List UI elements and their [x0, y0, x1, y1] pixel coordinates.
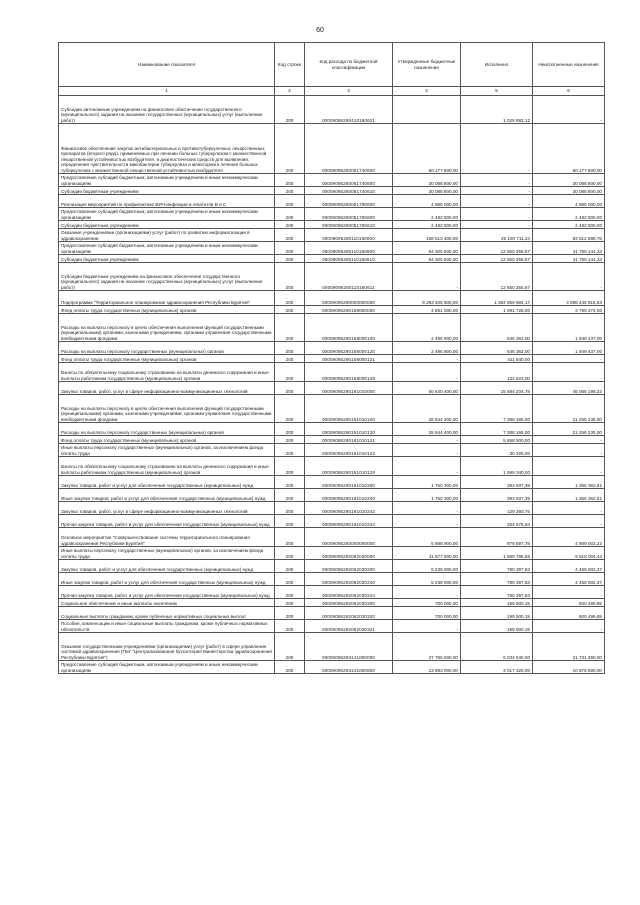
row-approved-cell: - [393, 457, 461, 476]
row-name-cell: Взносы по обязательному социальному страхованию на выплаты денежного содержания и иные выплаты работникам государственных (муниципальных) органов [59, 363, 275, 382]
row-executed-cell: - [461, 187, 533, 195]
table-row [59, 457, 605, 476]
row-approved-cell: 11 577 800,00 [393, 547, 461, 560]
row-name-cell: Фонд оплаты труда государственных (муниципальных) органов [59, 355, 275, 363]
table-row [59, 382, 605, 395]
row-unexecuted-cell: - [533, 515, 605, 528]
table-header-row [59, 43, 605, 87]
row-approved-cell: 60 640 400,00 [393, 382, 461, 395]
table-row [59, 221, 605, 229]
row-line-code-cell: 200 [275, 586, 305, 599]
row-budget-code-cell: 00009095280051790600 [305, 195, 393, 208]
row-approved-cell: 2 495 800,00 [393, 342, 461, 355]
row-executed-cell: 199 500,15 [461, 599, 533, 607]
row-unexecuted-cell: 4 458 502,37 [533, 573, 605, 586]
row-executed-cell: 7 388 165,00 [461, 395, 533, 423]
table-row [59, 515, 605, 528]
row-executed-cell: - [461, 195, 533, 208]
row-unexecuted-cell: 3 799 274,00 [533, 306, 605, 314]
table-row [59, 560, 605, 573]
row-name-cell: Пособия, компенсации и иные социальные выплаты гражданам, кроме публичных нормативных обязательств [59, 620, 275, 633]
row-approved-cell: 30 088 800,00 [393, 174, 461, 187]
row-approved-cell: 6 283 405 500,00 [393, 291, 461, 306]
table-row [59, 599, 605, 607]
column-number: 1 [59, 87, 275, 96]
row-name-cell: Социальные выплаты гражданам, кроме публичных нормативных социальных выплат [59, 607, 275, 620]
row-approved-cell: 2 482 500,00 [393, 208, 461, 221]
row-line-code-cell: 200 [275, 291, 305, 306]
row-line-code-cell: 200 [275, 633, 305, 661]
row-name-cell: Фонд оплаты труда государственных (муниципальных) органов [59, 306, 275, 314]
row-line-code-cell: 200 [275, 221, 305, 229]
table-row [59, 661, 605, 674]
row-executed-cell: 546 363,00 [461, 342, 533, 355]
row-unexecuted-cell: 1 949 437,00 [533, 342, 605, 355]
row-unexecuted-cell: - [533, 502, 605, 515]
row-approved-cell: 54 306 500,00 [393, 255, 461, 263]
row-name-cell: Реализация мероприятий по профилактике ВИЧ-инфекции и гепатитов В и С [59, 195, 275, 208]
row-approved-cell: - [393, 586, 461, 599]
row-line-code-cell: 200 [275, 547, 305, 560]
row-approved-cell: 28 644 400,00 [393, 423, 461, 436]
row-name-cell: Субсидии автономным учреждениям на финансовое обеспечение государственного (муниципального) задания на оказание государственных (муниципальных) услуг (выполнение работ) [59, 96, 275, 124]
row-line-code-cell: 200 [275, 306, 305, 314]
row-line-code-cell: 200 [275, 342, 305, 355]
row-executed-cell: - [461, 221, 533, 229]
table-row [59, 607, 605, 620]
row-executed-cell: 134 523,00 [461, 363, 533, 382]
row-unexecuted-cell: - [533, 620, 605, 633]
row-approved-cell: - [393, 263, 461, 291]
row-executed-cell: 1 091 726,00 [461, 306, 533, 314]
row-unexecuted-cell: 21 256 235,00 [533, 395, 605, 423]
row-unexecuted-cell: 1 356 362,61 [533, 489, 605, 502]
row-name-cell: Предоставление субсидий бюджетным, автономным учреждениям и иным некоммерческим организациям [59, 661, 275, 674]
row-unexecuted-cell: 45 056 195,22 [533, 382, 605, 395]
table-row [59, 355, 605, 363]
row-executed-cell: 264 676,64 [461, 515, 533, 528]
row-line-code-cell: 200 [275, 314, 305, 342]
budget-execution-table [58, 42, 605, 674]
row-approved-cell: - [393, 515, 461, 528]
table-row [59, 187, 605, 195]
row-name-cell: Расходы на выплаты персоналу в целях обеспечения выполнения функций государственными (муниципальными) органами, казенными учреждениями, органами управления государственными внебюджетными фондами [59, 314, 275, 342]
row-executed-cell: 780 397,63 [461, 560, 533, 573]
row-name-cell: Иные закупки товаров, работ и услуг для обеспечения государственных (муниципальных) нужд [59, 489, 275, 502]
row-line-code-cell: 200 [275, 599, 305, 607]
row-line-code-cell: 200 [275, 560, 305, 573]
table-row [59, 620, 605, 633]
row-approved-cell: 1 750 300,00 [393, 489, 461, 502]
row-executed-cell: 30 325,00 [461, 444, 533, 457]
table-row [59, 489, 605, 502]
table-row [59, 363, 605, 382]
row-line-code-cell: 200 [275, 620, 305, 633]
row-executed-cell: 1 384 959 684,17 [461, 291, 533, 306]
row-line-code-cell: 200 [275, 489, 305, 502]
column-number: 6 [533, 87, 605, 96]
header-executed: Исполнено [461, 43, 533, 87]
header-name: Наименование показателя [59, 43, 275, 87]
row-name-cell: Оказание учреждениями (организациями) услуг (работ) по развитию информатизации в здравоохранении [59, 229, 275, 242]
row-budget-code-cell: 00009095293141000000 [305, 633, 393, 661]
row-executed-cell: 12 550 355,67 [461, 255, 533, 263]
row-line-code-cell: 200 [275, 242, 305, 255]
header-budget-code: Код расхода по бюджетной классификации [305, 43, 393, 87]
row-name-cell: Закупка товаров, работ, услуг в сфере информационно-коммуникационных технологий [59, 502, 275, 515]
row-approved-cell: 54 306 500,00 [393, 242, 461, 255]
row-budget-code-cell: 00009095290191010244 [305, 515, 393, 528]
row-line-code-cell: 200 [275, 124, 305, 174]
row-executed-cell: 1 029 882,12 [461, 96, 533, 124]
row-unexecuted-cell: 30 088 800,00 [533, 187, 605, 195]
row-approved-cell: - [393, 363, 461, 382]
row-unexecuted-cell: - [533, 355, 605, 363]
row-budget-code-cell: 00009095280410160621 [305, 96, 393, 124]
row-line-code-cell: 200 [275, 528, 305, 547]
header-unexecuted: Неисполненные назначения [533, 43, 605, 87]
row-budget-code-cell: 00009095290191010129 [305, 457, 393, 476]
row-executed-cell: 393 937,39 [461, 489, 533, 502]
row-executed-cell: - [461, 124, 533, 174]
row-unexecuted-cell: 4 458 502,37 [533, 560, 605, 573]
table-row [59, 436, 605, 444]
table-row [59, 444, 605, 457]
row-executed-cell: 25 100 711,24 [461, 229, 533, 242]
row-approved-cell: 13 893 000,00 [393, 661, 461, 674]
row-name-cell: Прочая закупка товаров, работ и услуг для обеспечения государственных (муниципальных) нужд [59, 515, 275, 528]
row-budget-code-cell: 00009095280051740600 [305, 124, 393, 174]
row-line-code-cell: 200 [275, 607, 305, 620]
row-executed-cell: 1 959 795,56 [461, 547, 533, 560]
row-name-cell: Расходы на выплаты персоналу государственных (муниципальных) органов [59, 342, 275, 355]
row-budget-code-cell: 00009095280110160611 [305, 263, 393, 291]
row-executed-cell: 393 937,39 [461, 476, 533, 489]
row-name-cell: Расходы на выплаты персоналу в целях обеспечения выполнения функций государственными (муниципальными) органами, казенными учреждениями, органами управления государственными внебюджетными фондами [59, 395, 275, 423]
row-line-code-cell: 200 [275, 229, 305, 242]
row-line-code-cell: 200 [275, 502, 305, 515]
row-budget-code-cell: 00009095290000000000 [305, 291, 393, 306]
row-unexecuted-cell: 60 177 600,00 [533, 124, 605, 174]
row-unexecuted-cell: 500 499,85 [533, 607, 605, 620]
row-executed-cell: 411 840,00 [461, 355, 533, 363]
row-approved-cell: - [393, 620, 461, 633]
row-budget-code-cell: 00009095290158000100 [305, 314, 393, 342]
row-executed-cell: 199 500,15 [461, 620, 533, 633]
table-row [59, 586, 605, 599]
row-executed-cell: 129 260,75 [461, 502, 533, 515]
row-approved-cell: 5 238 900,00 [393, 573, 461, 586]
row-approved-cell: - [393, 355, 461, 363]
row-name-cell: Прочая закупка товаров, работ и услуг для обеспечения государственных (муниципальных) нужд [59, 586, 275, 599]
row-approved-cell [393, 96, 461, 124]
row-executed-cell: 1 699 340,00 [461, 457, 533, 476]
row-approved-cell: 700 000,00 [393, 599, 461, 607]
table-row [59, 423, 605, 436]
table-row [59, 255, 605, 263]
row-name-cell: Субсидии бюджетным учреждениям [59, 187, 275, 195]
row-unexecuted-cell: 21 731 360,00 [533, 633, 605, 661]
row-unexecuted-cell: 21 256 235,00 [533, 423, 605, 436]
row-unexecuted-cell: 9 618 004,44 [533, 547, 605, 560]
row-budget-code-cell: 00009095292062030000 [305, 547, 393, 560]
row-budget-code-cell: 00009095290191010000 [305, 382, 393, 395]
row-approved-cell: 60 177 600,00 [393, 124, 461, 174]
row-line-code-cell: 200 [275, 208, 305, 221]
table-row [59, 528, 605, 547]
row-approved-cell: 4 965 000,00 [393, 195, 461, 208]
row-line-code-cell: 200 [275, 436, 305, 444]
row-line-code-cell: 200 [275, 457, 305, 476]
row-unexecuted-cell: - [533, 444, 605, 457]
row-name-cell: Закупка товаров, работ, услуг в сфере информационно-коммуникационных технологий [59, 382, 275, 395]
row-name-cell: Иные закупки товаров, работ и услуг для обеспечения государственных (муниципальных) нужд [59, 573, 275, 586]
row-approved-cell: 4 891 000,00 [393, 306, 461, 314]
table-row [59, 124, 605, 174]
table-row [59, 573, 605, 586]
row-name-cell: Иные выплаты персоналу государственных (муниципальных) органов, за исключением фонда оплаты труда [59, 547, 275, 560]
row-approved-cell: 108 613 400,00 [393, 229, 461, 242]
table-row [59, 208, 605, 221]
row-name-cell: Взносы по обязательному социальному страхованию на выплаты денежного содержания и иные выплаты работникам государственных (муниципальных) органов [59, 457, 275, 476]
row-line-code-cell: 200 [275, 573, 305, 586]
row-executed-cell: 7 388 165,00 [461, 423, 533, 436]
page-number: 60 [316, 27, 324, 34]
column-number-row [59, 87, 605, 96]
row-line-code-cell: 200 [275, 355, 305, 363]
row-budget-code-cell: 00009095280051740610 [305, 187, 393, 195]
row-unexecuted-cell: - [533, 363, 605, 382]
row-name-cell: Фонд оплаты труда государственных (муниципальных) органов [59, 436, 275, 444]
row-approved-cell: - [393, 436, 461, 444]
row-budget-code-cell: 00009095280051740600 [305, 174, 393, 187]
row-line-code-cell: 200 [275, 395, 305, 423]
row-approved-cell: - [393, 444, 461, 457]
row-unexecuted-cell: 41 756 144,33 [533, 242, 605, 255]
table-row [59, 174, 605, 187]
row-name-cell: Закупка товаров, работ и услуг для обеспечения государственных (муниципальных) нужд [59, 560, 275, 573]
row-budget-code-cell: 00009095290191010200 [305, 476, 393, 489]
header-line-code: Код строки [275, 43, 305, 87]
row-budget-code-cell: 00009095290158000121 [305, 355, 393, 363]
row-executed-cell: 3 017 320,00 [461, 661, 533, 674]
row-unexecuted-cell: 500 499,85 [533, 599, 605, 607]
table-row [59, 476, 605, 489]
row-approved-cell: - [393, 502, 461, 515]
row-line-code-cell: 200 [275, 263, 305, 291]
row-budget-code-cell: 00009095290191010121 [305, 436, 393, 444]
row-unexecuted-cell: 10 875 680,00 [533, 661, 605, 674]
row-budget-code-cell: 00009095292062030240 [305, 573, 393, 586]
row-approved-cell: 30 088 800,00 [393, 187, 461, 195]
row-name-cell: Основное мероприятие "Совершенствование системы территориального планирования здравоохранения Республики Бурятия" [59, 528, 275, 547]
row-unexecuted-cell: - [533, 586, 605, 599]
row-name-cell: Субсидии бюджетным учреждениям на финансовое обеспечение государственного (муниципального) задания на оказание государственных (муниципальных) услуг (выполнение работ) [59, 263, 275, 291]
table-body [59, 96, 605, 674]
row-budget-code-cell: 00009095280110160610 [305, 255, 393, 263]
row-unexecuted-cell: 4 909 002,22 [533, 528, 605, 547]
row-unexecuted-cell: 1 356 362,61 [533, 476, 605, 489]
row-executed-cell: 780 397,63 [461, 573, 533, 586]
table-row [59, 633, 605, 661]
row-approved-cell: 5 238 900,00 [393, 560, 461, 573]
row-line-code-cell: 200 [275, 96, 305, 124]
row-budget-code-cell: 00009095292000000000 [305, 528, 393, 547]
table-row [59, 263, 605, 291]
row-line-code-cell: 200 [275, 187, 305, 195]
row-line-code-cell: 200 [275, 382, 305, 395]
table-row [59, 395, 605, 423]
row-budget-code-cell: 00009095290191010120 [305, 423, 393, 436]
row-name-cell: Субсидии бюджетным учреждениям [59, 255, 275, 263]
row-unexecuted-cell: 83 512 688,76 [533, 229, 605, 242]
row-line-code-cell: 200 [275, 255, 305, 263]
column-number: 5 [461, 87, 533, 96]
row-approved-cell: 2 495 800,00 [393, 314, 461, 342]
table-row [59, 229, 605, 242]
row-name-cell: Подпрограмма "Территориальное планирование здравоохранения Республики Бурятия" [59, 291, 275, 306]
column-number: 3 [305, 87, 393, 96]
row-line-code-cell: 200 [275, 661, 305, 674]
row-budget-code-cell: 00009095292062030244 [305, 586, 393, 599]
row-budget-code-cell: 00009095292062030320 [305, 607, 393, 620]
row-budget-code-cell: 00009095280051790610 [305, 221, 393, 229]
row-budget-code-cell: 00009095292062030300 [305, 599, 393, 607]
row-approved-cell: 700 000,00 [393, 607, 461, 620]
table-row [59, 306, 605, 314]
row-executed-cell: 979 897,78 [461, 528, 533, 547]
header-approved: Утвержденные бюджетные назначения [393, 43, 461, 87]
row-name-cell: Социальное обеспечение и иные выплаты населению [59, 599, 275, 607]
table-row [59, 547, 605, 560]
row-name-cell: Предоставление субсидий бюджетным, автономным учреждениям и иным некоммерческим организациям [59, 242, 275, 255]
row-budget-code-cell: 00009095290158000129 [305, 363, 393, 382]
row-approved-cell: 1 750 300,00 [393, 476, 461, 489]
row-unexecuted-cell: 2 482 500,00 [533, 221, 605, 229]
row-unexecuted-cell: 4 965 000,00 [533, 195, 605, 208]
row-unexecuted-cell: - [533, 96, 605, 124]
table-row [59, 291, 605, 306]
row-budget-code-cell: 00009095290158000000 [305, 306, 393, 314]
row-budget-code-cell: 00009095280110160600 [305, 242, 393, 255]
row-executed-cell: 546 363,00 [461, 314, 533, 342]
row-executed-cell: 199 500,15 [461, 607, 533, 620]
row-executed-cell: 5 658 500,00 [461, 436, 533, 444]
row-unexecuted-cell: - [533, 457, 605, 476]
row-line-code-cell: 200 [275, 444, 305, 457]
column-number: 2 [275, 87, 305, 96]
row-unexecuted-cell: 1 949 437,00 [533, 314, 605, 342]
row-line-code-cell: 200 [275, 423, 305, 436]
row-approved-cell: 27 766 000,00 [393, 633, 461, 661]
row-name-cell: Субсидии бюджетным учреждениям [59, 221, 275, 229]
row-unexecuted-cell: - [533, 263, 605, 291]
table-row [59, 342, 605, 355]
row-approved-cell: 5 888 900,00 [393, 528, 461, 547]
table-row [59, 242, 605, 255]
column-number: 4 [393, 87, 461, 96]
row-unexecuted-cell: 4 898 445 815,83 [533, 291, 605, 306]
row-name-cell: Иные выплаты персоналу государственных (муниципальных) органов, за исключением фонда оплаты труда [59, 444, 275, 457]
row-budget-code-cell: 00009095290191010100 [305, 395, 393, 423]
row-approved-cell: 28 644 400,00 [393, 395, 461, 423]
row-executed-cell: 6 034 640,00 [461, 633, 533, 661]
table-row [59, 502, 605, 515]
row-executed-cell: 15 584 204,78 [461, 382, 533, 395]
row-name-cell: Расходы на выплаты персоналу государственных (муниципальных) органов [59, 423, 275, 436]
row-line-code-cell: 200 [275, 476, 305, 489]
row-line-code-cell: 200 [275, 515, 305, 528]
row-budget-code-cell: 00009095290191010122 [305, 444, 393, 457]
row-executed-cell: - [461, 174, 533, 187]
row-executed-cell: 12 550 355,67 [461, 263, 533, 291]
row-line-code-cell: 200 [275, 174, 305, 187]
row-name-cell: Предоставление субсидий бюджетным, автономным учреждениям и иным некоммерческим организациям [59, 208, 275, 221]
row-budget-code-cell: 00009095280110160000 [305, 229, 393, 242]
row-budget-code-cell: 00009095290158000120 [305, 342, 393, 355]
row-unexecuted-cell: 30 088 800,00 [533, 174, 605, 187]
row-unexecuted-cell: 2 482 500,00 [533, 208, 605, 221]
row-executed-cell: 12 550 355,67 [461, 242, 533, 255]
row-name-cell: Оказание государственными учреждениями (организациями) услуг (работ) в сфере управления системой здравоохранения (ГБУ "Централизованная бухгалтерия Министерства здравоохранения Республики Бурятия") [59, 633, 275, 661]
table-row [59, 195, 605, 208]
row-budget-code-cell: 00009095290191010242 [305, 502, 393, 515]
row-line-code-cell: 200 [275, 195, 305, 208]
row-budget-code-cell: 00009095292062030200 [305, 560, 393, 573]
row-name-cell: Предоставление субсидий бюджетным, автономным учреждениям и иным некоммерческим организациям [59, 174, 275, 187]
row-unexecuted-cell: - [533, 436, 605, 444]
table-row [59, 96, 605, 124]
row-executed-cell: 780 397,63 [461, 586, 533, 599]
row-budget-code-cell: 00009095280051790600 [305, 208, 393, 221]
row-approved-cell: 2 482 500,00 [393, 221, 461, 229]
row-unexecuted-cell: 41 756 144,33 [533, 255, 605, 263]
row-executed-cell: - [461, 208, 533, 221]
row-name-cell: Закупка товаров, работ и услуг для обеспечения государственных (муниципальных) нужд [59, 476, 275, 489]
table-row [59, 314, 605, 342]
row-name-cell: Финансовое обеспечение закупок антибактериальных и противотуберкулезных лекарственных препаратов (второго ряда), применяемых при лечении больных туберкулезом с множественной лекарственной устойчивостью возбудителя, и диагностических средств для выявления, определения чувствительности микобактерии туберкулеза и мониторинга лечения больных туберкулезом с множественной лекарственной устойчивостью возбудителя [59, 124, 275, 174]
row-line-code-cell: 200 [275, 363, 305, 382]
row-budget-code-cell: 00009095293141000600 [305, 661, 393, 674]
row-budget-code-cell: 00009095292062030321 [305, 620, 393, 633]
row-budget-code-cell: 00009095290191010240 [305, 489, 393, 502]
